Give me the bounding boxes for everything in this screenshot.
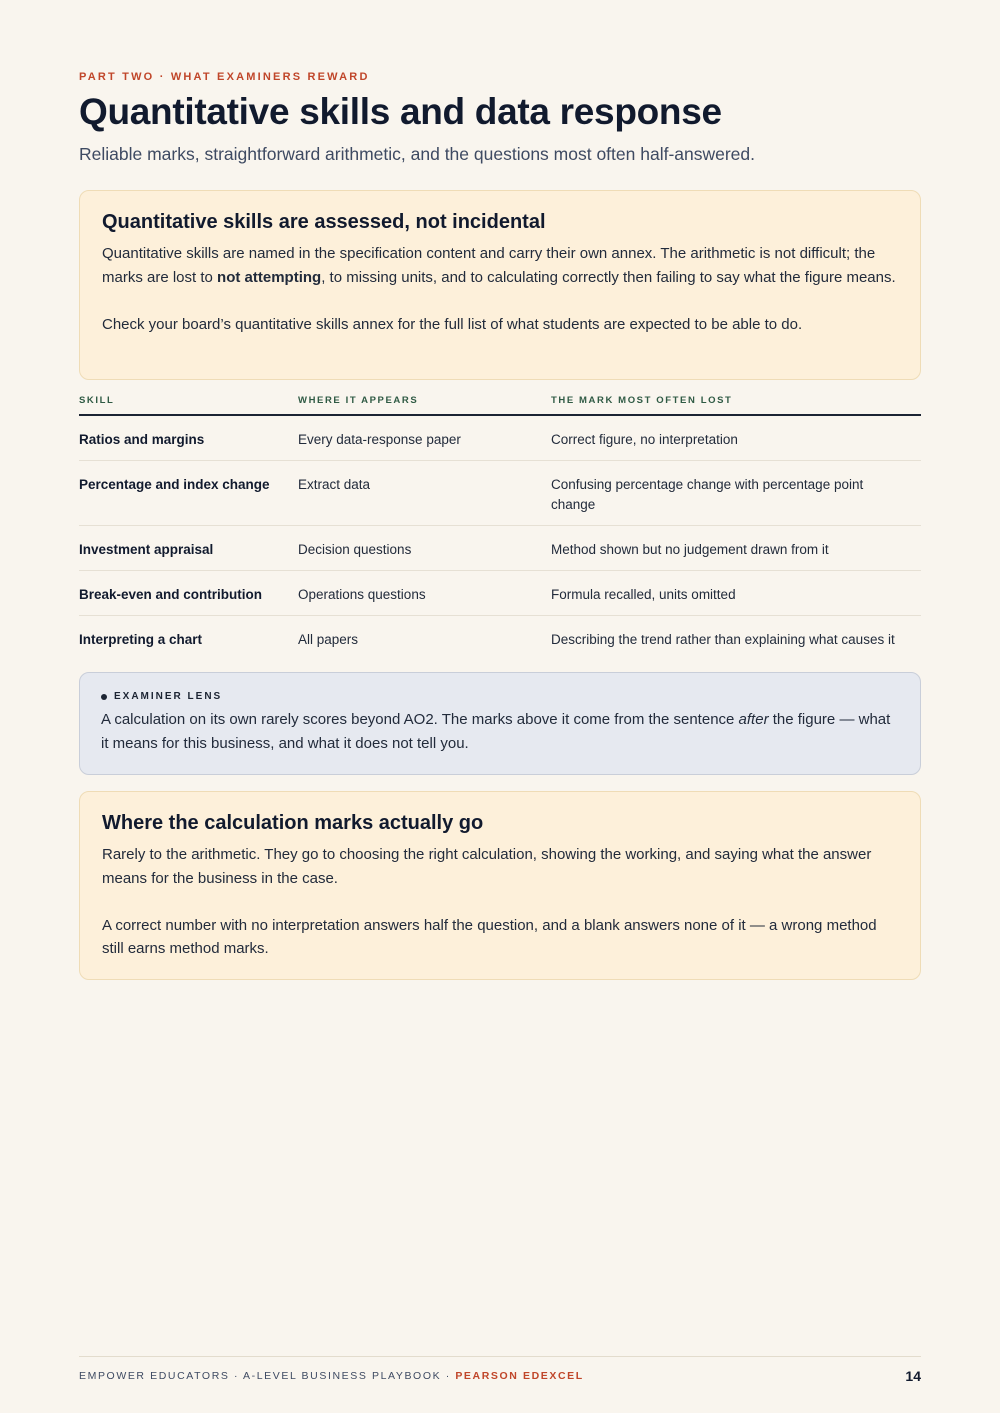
mark-lost-cell: Formula recalled, units omitted [551, 571, 921, 616]
mark-lost-cell: Method shown but no judgement drawn from it [551, 526, 921, 571]
skill-cell: Break-even and contribution [79, 571, 298, 616]
where-cell: Every data-response paper [298, 415, 551, 461]
callout-marks-heading: Where the calculation marks actually go [102, 812, 484, 834]
emphasis-text: not attempting [217, 268, 322, 286]
table-header-row [79, 391, 921, 415]
page-subtitle: Reliable marks, straightforward arithmetic, and the questions most often half-answered. [79, 144, 756, 164]
emphasis-text: after [738, 711, 769, 728]
header-where-it-appears: WHERE IT APPEARS [298, 391, 551, 415]
table-row [79, 526, 921, 571]
callout-assessed-heading: Quantitative skills are assessed, not incidental [102, 211, 546, 233]
table-row [79, 571, 921, 616]
callout-assessed-paragraph-1 [102, 242, 898, 289]
where-cell: All papers [298, 632, 359, 647]
examiner-lens-box [79, 672, 921, 775]
page-footer [79, 1356, 921, 1384]
table-row [79, 415, 921, 461]
callout-marks-paragraph-1: Rarely to the arithmetic. They go to choosing the right calculation, showing the working, and saying what the answer means for the business in the case. [102, 846, 872, 887]
footer-credit [79, 1370, 584, 1382]
skill-cell: Interpreting a chart [79, 632, 203, 647]
callout-marks [79, 791, 921, 980]
text-span: the figure — what it means for this business, and what it does not tell you. [101, 711, 891, 752]
skill-cell: Ratios and margins [79, 415, 298, 461]
skill-cell: Percentage and index change [79, 461, 298, 526]
footer-brand: PEARSON EDEXCEL [455, 1370, 584, 1382]
callout-marks-paragraph-2: A correct number with no interpretation answers half the question, and a blank answers none of it — a wrong method still earns method marks. [102, 916, 877, 957]
text-span: Quantitative skills are named in the specification content and carry their own annex. The arithmetic is not difficult; the marks are lost to [102, 245, 876, 286]
where-cell: Decision questions [298, 526, 551, 571]
header-skill: SKILL [79, 391, 298, 415]
mark-lost-cell: Correct figure, no interpretation [551, 415, 921, 461]
where-cell: Operations questions [298, 571, 551, 616]
bullet-dot-icon [101, 694, 107, 700]
examiner-lens-label-text: EXAMINER LENS [114, 691, 223, 702]
examiner-lens-text [101, 708, 899, 755]
mark-lost-cell: Describing the trend rather than explaining what causes it [551, 632, 895, 647]
footer-credit-text: EMPOWER EDUCATORS · A-LEVEL BUSINESS PLAYBOOK · [79, 1370, 456, 1382]
where-cell: Extract data [298, 461, 551, 526]
page-title: Quantitative skills and data response [79, 91, 722, 132]
text-span: , to missing units, and to calculating correctly then failing to say what the figure means. [321, 268, 896, 286]
page-number: 14 [905, 1368, 921, 1384]
callout-assessed-paragraph-2: Check your board’s quantitative skills annex for the full list of what students are expected to be able to do. [102, 315, 803, 333]
table-row [79, 461, 921, 526]
callout-assessed [79, 190, 921, 380]
header-mark-lost: THE MARK MOST OFTEN LOST [551, 391, 921, 415]
examiner-lens-label [101, 691, 899, 702]
skills-table [79, 391, 921, 660]
skill-cell: Investment appraisal [79, 526, 298, 571]
section-kicker: PART TWO · WHAT EXAMINERS REWARD [79, 71, 370, 83]
table-row [79, 616, 921, 661]
mark-lost-cell: Confusing percentage change with percentage point change [551, 461, 921, 526]
text-span: A calculation on its own rarely scores beyond AO2. The marks above it come from the sentence [101, 711, 739, 728]
